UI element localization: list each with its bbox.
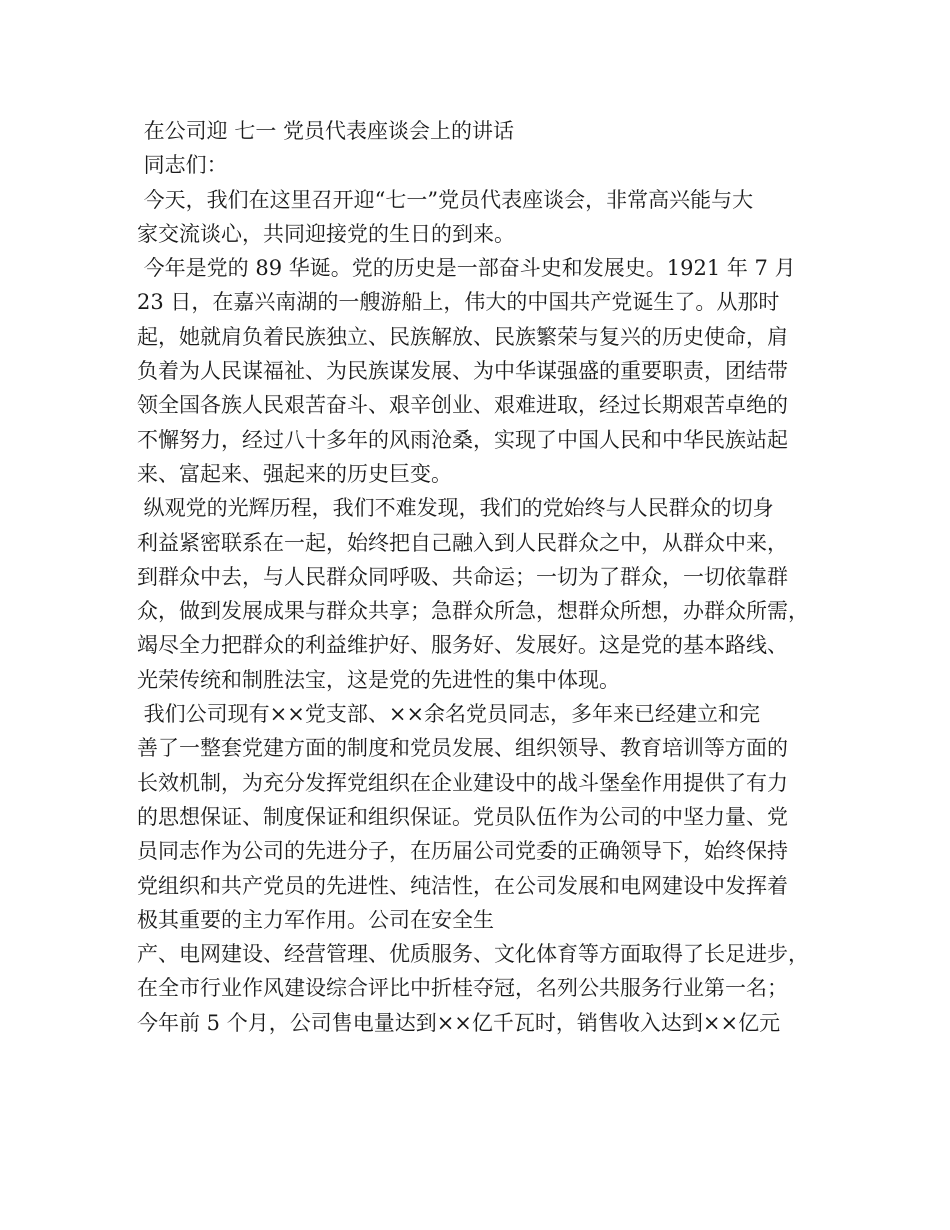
- speech-text: [137, 114, 827, 1040]
- text-line: 众，做到发展成果与群众共享；急群众所急，想群众所想，办群众所需，: [137, 599, 809, 624]
- text-line: 产、电网建设、经营管理、优质服务、文化体育等方面取得了长足进步，: [137, 942, 809, 967]
- text-line: 长效机制，为充分发挥党组织在企业建设中的战斗堡垒作用提供了有力: [137, 770, 788, 795]
- text-line: 领全国各族人民艰苦奋斗、艰辛创业、艰难进取，经过长期艰苦卓绝的: [137, 393, 788, 418]
- text-line: 利益紧密联系在一起，始终把自己融入到人民群众之中，从群众中来，: [137, 530, 788, 555]
- text-line: 不懈努力，经过八十多年的风雨沧桑，实现了中国人民和中华民族站起: [137, 427, 788, 452]
- text-line: 极其重要的主力军作用。公司在安全生: [137, 907, 494, 932]
- text-line: 纵观党的光辉历程，我们不难发现，我们的党始终与人民群众的切身: [137, 496, 774, 521]
- text-line: 来、富起来、强起来的历史巨变。: [137, 461, 452, 486]
- salutation: 同志们：: [137, 153, 228, 178]
- text-line: 今年是党的 89 华诞。党的历史是一部奋斗史和发展史。1921 年 7 月: [137, 256, 796, 281]
- text-line: 今年前 5 个月，公司售电量达到××亿千瓦时，销售收入达到××亿元: [137, 1010, 781, 1035]
- text-line: 到群众中去，与人民群众同呼吸、共命运；一切为了群众，一切依靠群: [137, 564, 788, 589]
- text-line: 负着为人民谋福祉、为民族谋发展、为中华谋强盛的重要职责，团结带: [137, 359, 788, 384]
- speech-title: 在公司迎 七一 党员代表座谈会上的讲话: [137, 119, 515, 143]
- text-line: 的思想保证、制度保证和组织保证。党员队伍作为公司的中坚力量、党: [137, 804, 788, 829]
- text-line: 竭尽全力把群众的利益维护好、服务好、发展好。这是党的基本路线、: [137, 633, 788, 658]
- text-line: 23 日，在嘉兴南湖的一艘游船上，伟大的中国共产党诞生了。从那时: [137, 290, 780, 315]
- text-line: 家交流谈心，共同迎接党的生日的到来。: [137, 221, 515, 246]
- text-line: 善了一整套党建方面的制度和党员发展、组织领导、教育培训等方面的: [137, 736, 788, 761]
- text-line: 员同志作为公司的先进分子，在历届公司党委的正确领导下，始终保持: [137, 839, 788, 864]
- text-line: 我们公司现有××党支部、××余名党员同志，多年来已经建立和完: [137, 702, 761, 727]
- text-line: 今天，我们在这里召开迎“七一”党员代表座谈会，非常高兴能与大: [137, 187, 754, 212]
- text-line: 在全市行业作风建设综合评比中折桂夺冠，名列公共服务行业第一名；: [137, 976, 788, 1001]
- text-line: 光荣传统和制胜法宝，这是党的先进性的集中体现。: [137, 667, 620, 692]
- text-line: 党组织和共产党员的先进性、纯洁性，在公司发展和电网建设中发挥着: [137, 873, 788, 898]
- text-line: 起，她就肩负着民族独立、民族解放、民族繁荣与复兴的历史使命，肩: [137, 324, 788, 349]
